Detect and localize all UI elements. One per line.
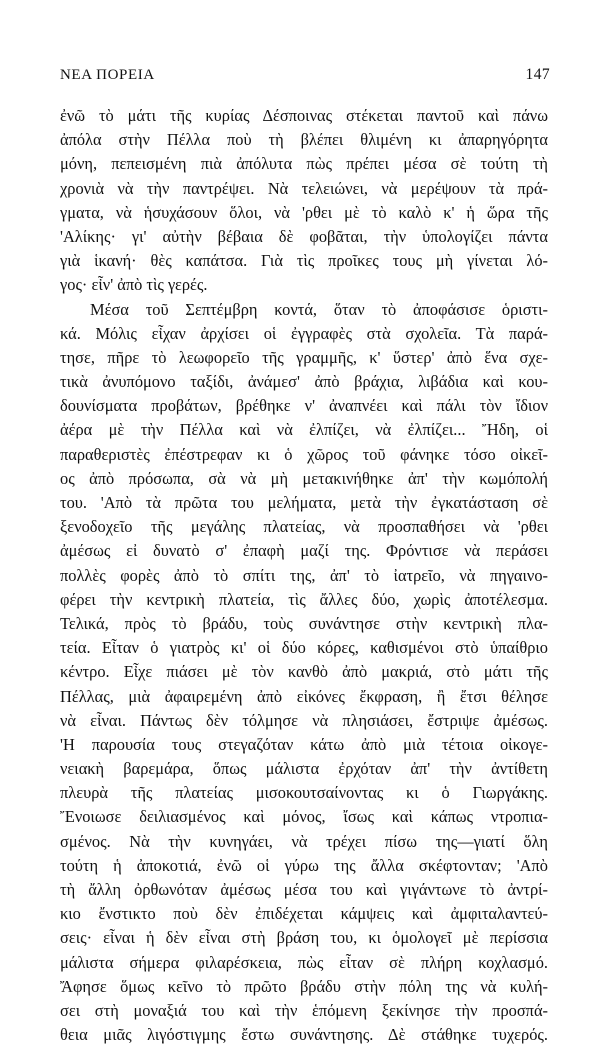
paragraph <box>60 298 548 1047</box>
text-line: Ἔνοιωσε δειλιασμένος καὶ μόνος, ἴσως καὶ κάπως ντροπια- <box>60 805 548 829</box>
text-line: τεία. Εἶταν ὁ γιατρὸς κι' οἱ δύο κόρες, καθισμένοι στὸ ὑπαίθριο <box>60 636 548 660</box>
text-line: σεις· εἶναι ἡ δὲν εἶναι στὴ βράση του, κι ὁμολογεῖ μὲ περίσσια <box>60 926 548 950</box>
text-line: Τελικά, πρὸς τὸ βράδυ, τοὺς συνάντησε στὴν κεντρικὴ πλα- <box>60 612 548 636</box>
text-line: 'Η παρουσία τους στεγαζόταν κάτω ἀπὸ μιὰ τέτοια οἰκογε- <box>60 733 548 757</box>
page-number: 147 <box>526 66 550 84</box>
text-line: ος ἀπὸ πρόσωπα, σὰ νὰ μὴ μετακινήθηκε ἀπ' τὴν κωμόπολή <box>60 467 548 491</box>
text-line: γος· εἶν' ἀπὸ τὶς γερές. <box>60 273 548 297</box>
text-line: τησε, πῆρε τὸ λεωφορεῖο τῆς γραμμῆς, κ' ὕστερ' ἀπὸ ἕνα σχε- <box>60 346 548 370</box>
text-line: Πέλλας, μιὰ ἀφαιρεμένη ἀπὸ εἰκόνες ἔκφραση, ἢ ἔτσι θέλησε <box>60 685 548 709</box>
text-line: ἐνῶ τὸ μάτι τῆς κυρίας Δέσποινας στέκεται παντοῦ καὶ πάνω <box>60 104 548 128</box>
text-line: μάλιστα σήμερα φιλαρέσκεια, πὼς εἶταν σὲ πλήρη κοχλασμό. <box>60 951 548 975</box>
text-line: τούτη ἡ ἀποκοτιά, ἐνῶ οἱ γύρω της ἄλλα σκέφτονταν; 'Απὸ <box>60 854 548 878</box>
text-line: γιὰ ἱκανή· θὲς καπάτσα. Γιὰ τὶς προῖκες τους μὴ γίνεται λό- <box>60 249 548 273</box>
text-line: ἀμέσως εἰ δυνατὸ σ' ἐπαφὴ μαζί της. Φρόντισε νὰ περάσει <box>60 539 548 563</box>
text-line: μόνη, πεπεισμένη πιὰ ἀπόλυτα πὼς πρέπει μέσα σὲ τούτη τὴ <box>60 152 548 176</box>
text-line: νειακὴ βαρεμάρα, ὅπως μάλιστα ἐρχόταν ἀπ' τὴν ἀντίθετη <box>60 757 548 781</box>
text-line: θεια μιᾶς λιγόστιγμης ἔστω συνάντησης. Δὲ στάθηκε τυχερός. <box>60 1023 548 1047</box>
body-text <box>60 104 548 1047</box>
text-line: 'Αλίκης· γι' αὐτὴν βέβαια δὲ φοβᾶται, τὴν ὑπολογίζει πάντα <box>60 225 548 249</box>
text-line: ἀέρα μὲ τὴν Πέλλα καὶ νὰ ἐλπίζει, νὰ ἐλπίζει... Ἤδη, οἱ <box>60 418 548 442</box>
text-line: τικὰ ἀνυπόμονο ταξίδι, ἀνάμεσ' ἀπὸ βράχια, λιβάδια καὶ κου- <box>60 370 548 394</box>
text-line: κά. Μόλις εἶχαν ἀρχίσει οἱ ἐγγραφὲς στὰ σχολεῖα. Τὰ παρά- <box>60 322 548 346</box>
text-line: γματα, νὰ ἡσυχάσουν ὅλοι, νὰ 'ρθει μὲ τὸ καλὸ κ' ἡ ὥρα τῆς <box>60 201 548 225</box>
running-head <box>60 66 550 88</box>
text-line: ἀπόλα στὴν Πέλλα ποὺ τὴ βλέπει θλιμένη κι ἀπαρηγόρητα <box>60 128 548 152</box>
text-line: τὴ ἄλλη ὀρθωνόταν ἀμέσως μέσα του καὶ γιγάντωνε τὸ ἀντρί- <box>60 878 548 902</box>
text-line: κέντρο. Εἶχε πιάσει μὲ τὸν κανθὸ ἀπὸ μακριά, στὸ μάτι τῆς <box>60 660 548 684</box>
text-line: Ἄφησε ὅμως κεῖνο τὸ πρῶτο βράδυ στὴν πόλη της νὰ κυλή- <box>60 975 548 999</box>
text-line: σμένος. Νὰ τὴν κυνηγάει, νὰ τρέχει πίσω της—γιατί ὅλη <box>60 830 548 854</box>
paragraph <box>60 104 548 298</box>
text-line: δουνίσματα προβάτων, βρέθηκε ν' ἀναπνέει καὶ πάλι τὸν ἴδιον <box>60 394 548 418</box>
text-line: του. 'Απὸ τὰ πρῶτα του μελήματα, μετὰ τὴν ἐγκατάσταση σὲ <box>60 491 548 515</box>
text-line: χρονιὰ νὰ τὴν παντρέψει. Νὰ τελειώνει, νὰ μερέψουν τὰ πρά- <box>60 177 548 201</box>
text-line: φέρει τὴν κεντρικὴ πλατεία, τὶς ἄλλες δύο, χωρὶς ἀποτέλεσμα. <box>60 588 548 612</box>
text-line: πλευρὰ τῆς πλατείας μισοκουτσαίνοντας κι ὁ Γιωργάκης. <box>60 781 548 805</box>
text-line: παραθεριστὲς ἐπέστρεφαν κι ὁ χῶρος τοῦ φάνηκε τόσο οἰκεῖ- <box>60 443 548 467</box>
text-line: ξενοδοχεῖο τῆς μεγάλης πλατείας, νὰ προσπαθήσει νὰ 'ρθει <box>60 515 548 539</box>
text-line: σει στὴ μοναξιά του καὶ τὴν ἑπόμενη ξεκίνησε τὴν προσπά- <box>60 999 548 1023</box>
text-line: κιο ἔνστικτο ποὺ δὲν ἐπιδέχεται κάμψεις καὶ ἀμφιταλαντεύ- <box>60 902 548 926</box>
text-line: πολλὲς φορὲς ἀπὸ τὸ σπίτι της, ἀπ' τὸ ἰατρεῖο, νὰ πηγαινο- <box>60 564 548 588</box>
running-head-title: ΝΕΑ ΠΟΡΕΙΑ <box>60 67 155 84</box>
text-line: Μέσα τοῦ Σεπτέμβρη κοντά, ὅταν τὸ ἀποφάσισε ὁριστι- <box>60 298 548 322</box>
text-line: νὰ εἶναι. Πάντως δὲν τόλμησε νὰ πλησιάσει, ἔστριψε ἀμέσως. <box>60 709 548 733</box>
